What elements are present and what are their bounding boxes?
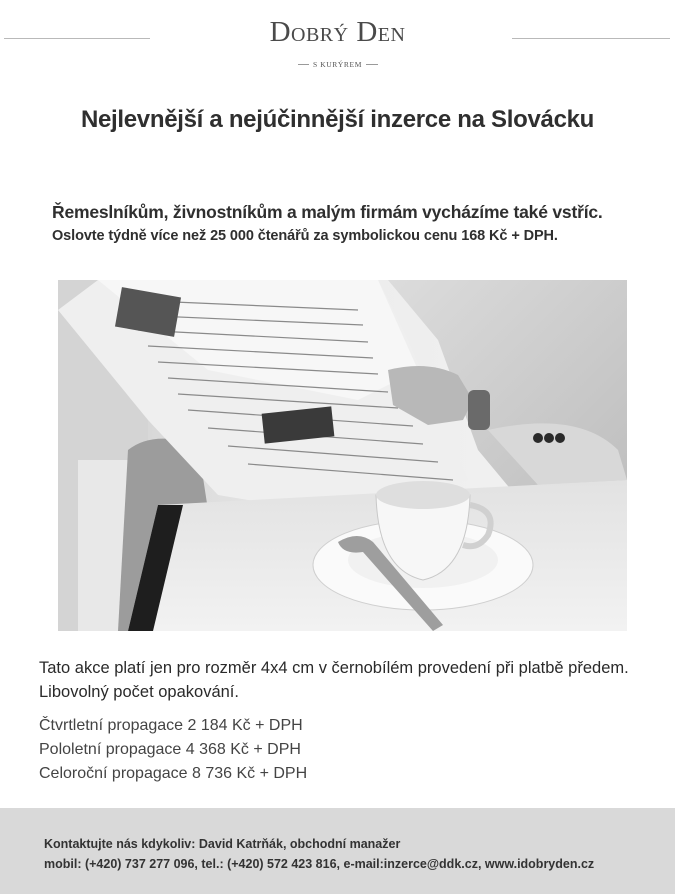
price-yearly: Celoroční propagace 8 736 Kč + DPH: [39, 765, 308, 782]
offer-condition-line-2: Libovolný počet opakování.: [39, 683, 239, 701]
price-half-year: Pololetní propagace 4 368 Kč + DPH: [39, 741, 301, 758]
price-list: [39, 714, 307, 786]
offer-conditions: [39, 656, 629, 704]
headline: Nejlevnější a nejúčinnější inzerce na Slovácku: [80, 106, 595, 133]
newspaper-coffee-photo: [58, 280, 627, 631]
logo-text: Dobrý Den: [269, 16, 406, 48]
masthead: [0, 14, 675, 74]
contact-details: mobil: (+420) 737 277 096, tel.: (+420) 572 423 816, e-mail:inzerce@ddk.cz, www.idobryden.cz: [44, 857, 595, 871]
logo-subtitle: S KURÝREM: [0, 60, 675, 69]
price-quarterly: Čtvrtletní propagace 2 184 Kč + DPH: [39, 717, 303, 734]
contact-footer: [0, 808, 675, 894]
offer-condition-line-1: Tato akce platí jen pro rozměr 4x4 cm v černobílém provedení při platbě předem.: [39, 659, 629, 677]
lead-line-2: Oslovte týdně více než 25 000 čtenářů za symbolickou cenu 168 Kč + DPH.: [52, 228, 558, 244]
contact-person: Kontaktujte nás kdykoliv: David Katrňák, obchodní manažer: [44, 837, 401, 851]
lead-line-1: Řemeslníkům, živnostníkům a malým firmám vycházíme také vstříc.: [52, 202, 603, 222]
